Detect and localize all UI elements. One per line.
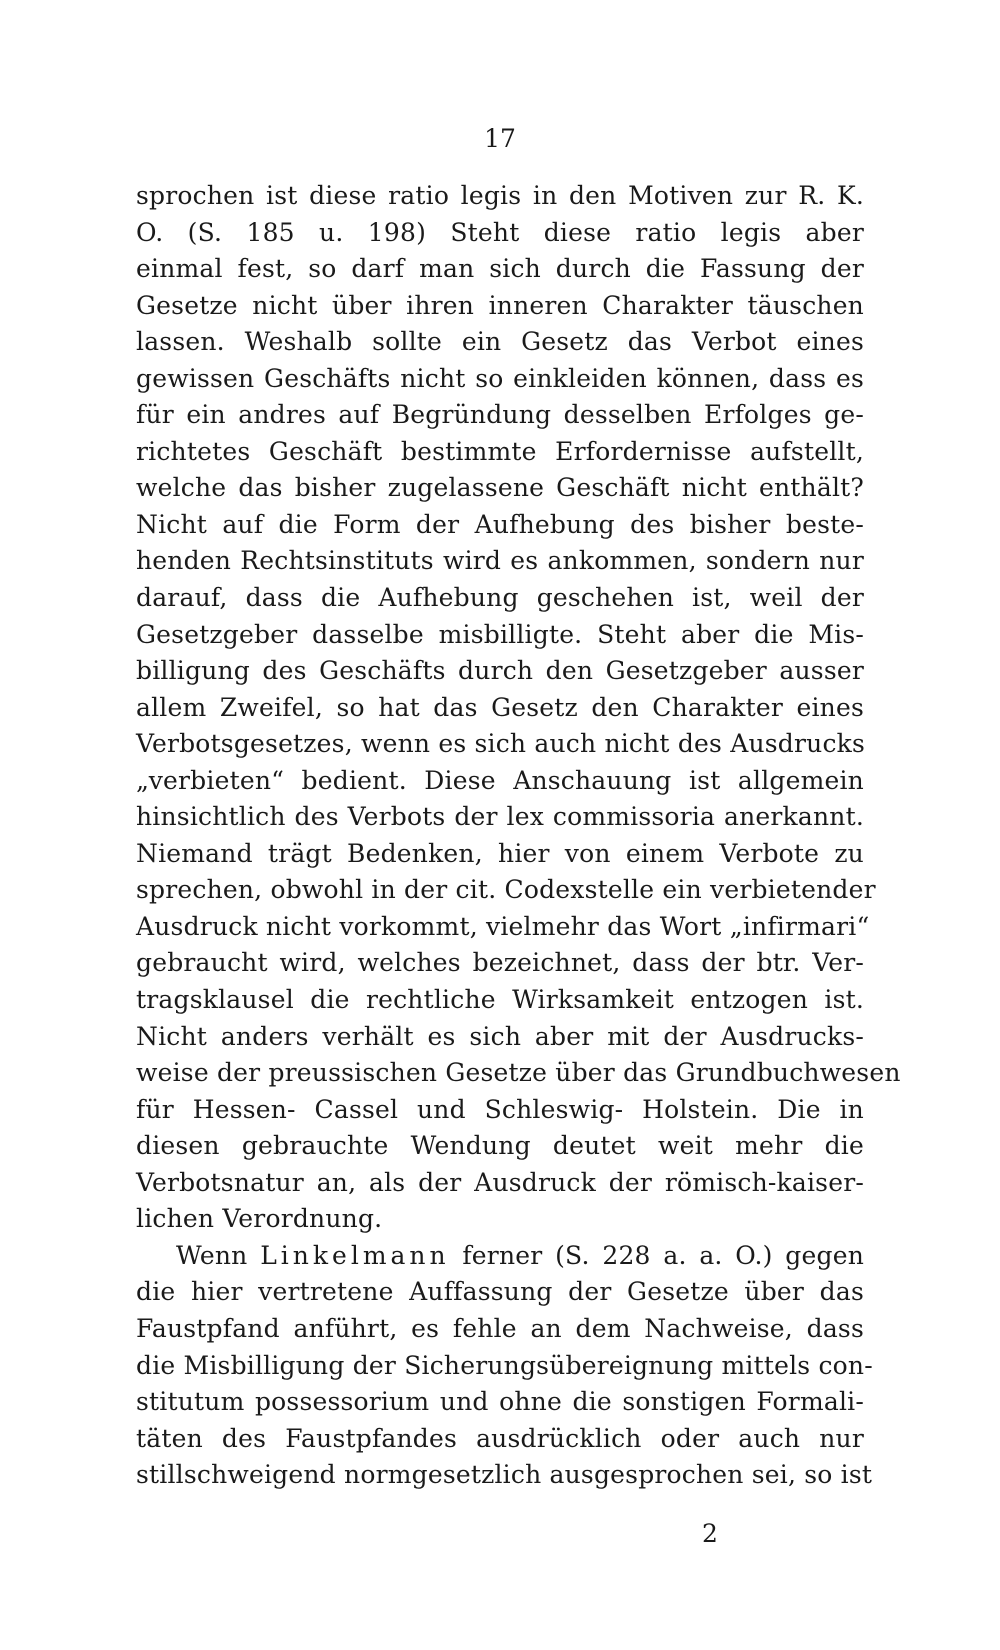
paragraph-start-line	[136, 1238, 864, 1275]
text-line: „verbieten“ bedient. Diese Anschauung ist allgemein	[136, 765, 864, 795]
text-line: die hier vertretene Auffassung der Gesetze über das	[136, 1277, 864, 1307]
text-line: Faustpfand anführt, es fehle an dem Nachweise, dass	[136, 1313, 864, 1343]
text-line: sprochen ist diese ratio legis in den Motiven zur R. K.	[136, 181, 864, 210]
text-line: für Hessen- Cassel und Schleswig- Holstein. Die in	[136, 1094, 864, 1124]
text-line: richtetes Geschäft bestimmte Erfordernisse aufstellt,	[136, 436, 864, 466]
text-line: lassen. Weshalb sollte ein Gesetz das Verbot eines	[136, 327, 864, 357]
text-line: welche das bisher zugelassene Geschäft nicht enthält?	[136, 473, 864, 503]
author-name: Linkelmann	[260, 1240, 450, 1270]
text-line: hinsichtlich des Verbots der lex commissoria anerkannt.	[136, 802, 864, 832]
text-line: lichen Verordnung.	[136, 1204, 383, 1234]
body-text	[136, 178, 901, 1494]
text-line: Gesetzgeber dasselbe misbilligte. Steht aber die Mis-	[136, 619, 864, 649]
text-line: O. (S. 185 u. 198) Steht diese ratio legis aber	[136, 217, 864, 247]
text-line: täten des Faustpfandes ausdrücklich oder auch nur	[136, 1423, 864, 1453]
text-line: für ein andres auf Begründung desselben Erfolges ge-	[136, 400, 864, 430]
page-number: 17	[484, 124, 516, 153]
text-line: weise der preussischen Gesetze über das Grundbuchwesen	[136, 1058, 901, 1088]
text-line: Ausdruck nicht vorkommt, vielmehr das Wort „infirmari“	[136, 911, 870, 941]
text-line: Verbotsnatur an, als der Ausdruck der römisch-kaiser-	[136, 1167, 864, 1197]
signature-mark: 2	[702, 1519, 718, 1548]
text-line: darauf, dass die Aufhebung geschehen ist, weil der	[136, 583, 864, 613]
text-line: Verbotsgesetzes, wenn es sich auch nicht des Ausdrucks	[136, 729, 866, 759]
text-line: die Misbilligung der Sicherungsübereignung mittels con-	[136, 1350, 873, 1380]
text-line: billigung des Geschäfts durch den Gesetzgeber ausser	[136, 656, 864, 686]
text-line: gewissen Geschäfts nicht so einkleiden können, dass es	[136, 363, 864, 393]
text-line: einmal fest, so darf man sich durch die Fassung der	[136, 254, 864, 284]
text-line: sprechen, obwohl in der cit. Codexstelle ein verbietender	[136, 875, 876, 905]
text-line: Gesetze nicht über ihren inneren Charakter täuschen	[136, 290, 864, 320]
text-line: henden Rechtsinstituts wird es ankommen, sondern nur	[136, 546, 864, 576]
text-line: allem Zweifel, so hat das Gesetz den Charakter eines	[136, 692, 864, 722]
text-fragment: ferner (S. 228 a. a. O.) gegen	[462, 1240, 865, 1270]
text-line: Niemand trägt Bedenken, hier von einem Verbote zu	[136, 838, 864, 868]
text-line: stitutum possessorium und ohne die sonstigen Formali-	[136, 1387, 864, 1417]
text-line: gebraucht wird, welches bezeichnet, dass der btr. Ver-	[136, 948, 864, 978]
text-line: Nicht auf die Form der Aufhebung des bisher beste-	[136, 509, 864, 539]
text-line: diesen gebrauchte Wendung deutet weit mehr die	[136, 1131, 864, 1161]
text-line: tragsklausel die rechtliche Wirksamkeit entzogen ist.	[136, 985, 864, 1015]
text-fragment: Wenn	[176, 1240, 248, 1270]
text-line: stillschweigend normgesetzlich ausgesprochen sei, so ist	[136, 1460, 873, 1490]
text-line: Nicht anders verhält es sich aber mit der Ausdrucks-	[136, 1021, 864, 1051]
